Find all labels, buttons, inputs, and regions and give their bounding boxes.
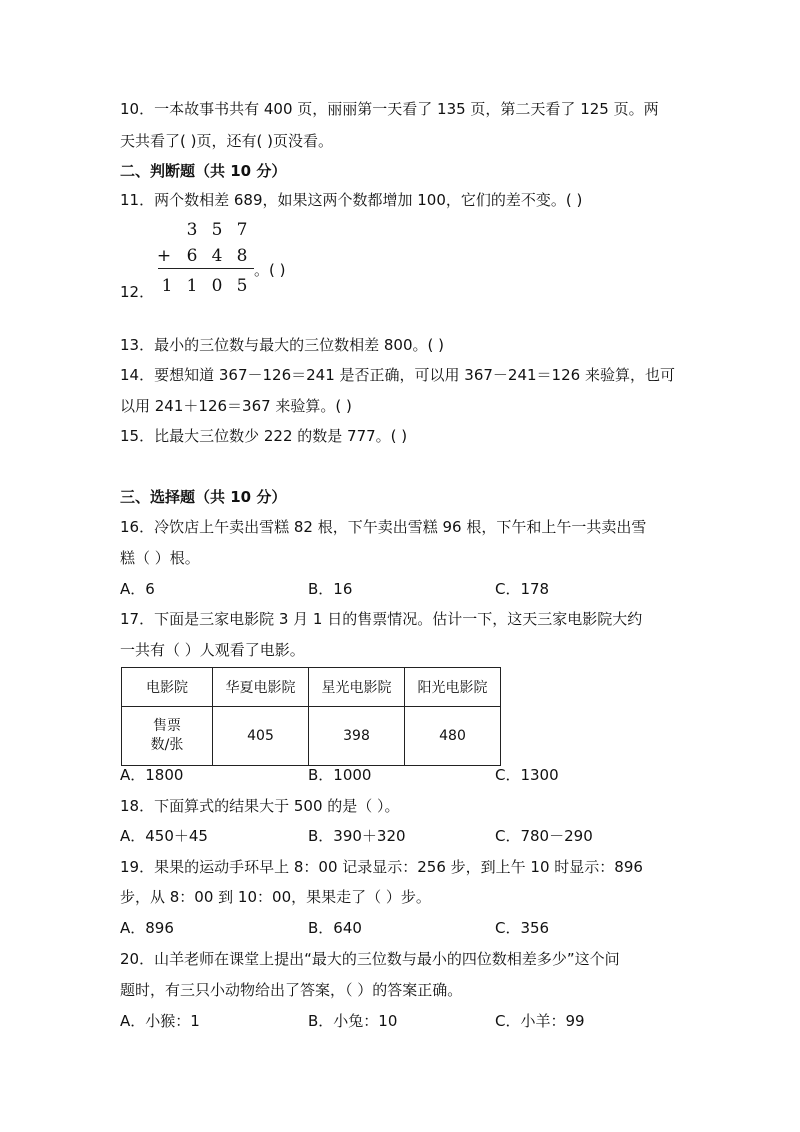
q14-line1: 14．要想知道 367－126＝241 是否正确，可以用 367－241＝126 来验算，也可 [120,366,675,384]
table-header-row [122,668,501,707]
option-c[interactable]: C．356 [495,919,550,937]
header-cell: 电影院 [122,668,213,707]
q17-line2: 一共有（ ）人观看了电影。 [120,641,305,659]
q13-text: 13．最小的三位数与最大的三位数相差 800。( ) [120,336,444,354]
option-a[interactable]: A．小猴：1 [120,1012,200,1030]
q20-options [120,1010,680,1032]
vertical-addition [152,220,262,300]
q14-line2: 以用 241＋126＝367 来验算。( ) [120,397,352,415]
digit: 3 [186,220,198,240]
row-label-line2: 数/张 [150,737,184,753]
option-b[interactable]: B．16 [308,580,353,598]
q11-text: 11．两个数相差 689，如果这两个数都增加 100，它们的差不变。( ) [120,191,583,209]
option-c[interactable]: C．780－290 [495,827,593,845]
value-cell: 405 [213,707,309,766]
option-b[interactable]: B．390＋320 [308,827,406,845]
q12-label: 12． [120,283,155,301]
ticket-sales-table [121,667,501,766]
option-b[interactable]: B．小兔：10 [308,1012,398,1030]
q19-options [120,917,680,939]
q12-answer-paren: 。( ) [254,261,286,279]
q17-line1: 17．下面是三家电影院 3 月 1 日的售票情况。估计一下，这天三家电影院大约 [120,610,643,628]
plus-sign: + [156,246,172,266]
header-cell: 阳光电影院 [405,668,501,707]
q20-line2: 题时，有三只小动物给出了答案，（ ）的答案正确。 [120,981,463,999]
q18-text: 18．下面算式的结果大于 500 的是（ ）。 [120,797,400,815]
q16-line2: 糕（ ）根。 [120,549,200,567]
option-c[interactable]: C．1300 [495,766,559,784]
value-cell: 398 [309,707,405,766]
q19-line2: 步，从 8：00 到 10：00，果果走了（ ）步。 [120,888,431,906]
option-a[interactable]: A．1800 [120,766,184,784]
q10-line2: 天共看了( )页，还有( )页没看。 [120,132,333,150]
q16-line1: 16．冷饮店上午卖出雪糕 82 根，下午卖出雪糕 96 根，下午和上午一共卖出雪 [120,518,647,536]
option-a[interactable]: A．896 [120,919,174,937]
table-row [122,707,501,766]
row-label-line1: 售票 [153,718,181,734]
option-c[interactable]: C．小羊：99 [495,1012,585,1030]
digit: 5 [236,276,248,296]
header-cell: 星光电影院 [309,668,405,707]
option-c[interactable]: C．178 [495,580,550,598]
sum-line [158,268,254,269]
digit: 7 [236,220,248,240]
digit: 6 [186,246,198,266]
digit: 8 [236,246,248,266]
option-b[interactable]: B．640 [308,919,362,937]
q20-line1: 20．山羊老师在课堂上提出“最大的三位数与最小的四位数相差多少”这个问 [120,950,620,968]
option-a[interactable]: A．450＋45 [120,827,208,845]
header-cell: 华夏电影院 [213,668,309,707]
digit: 4 [211,246,223,266]
q16-options [120,578,680,600]
digit: 1 [186,276,198,296]
row-label-cell [122,707,213,766]
q18-options [120,825,680,847]
digit: 0 [211,276,223,296]
option-a[interactable]: A．6 [120,580,155,598]
q10-line1: 10．一本故事书共有 400 页，丽丽第一天看了 135 页，第二天看了 125 页。两 [120,100,659,118]
q15-text: 15．比最大三位数少 222 的数是 777。( ) [120,427,408,445]
option-b[interactable]: B．1000 [308,766,372,784]
q17-options [120,764,680,786]
value-cell: 480 [405,707,501,766]
section2-title: 二、判断题（共 10 分） [120,162,287,180]
digit: 1 [161,276,173,296]
q19-line1: 19．果果的运动手环早上 8：00 记录显示：256 步，到上午 10 时显示：896 [120,858,643,876]
digit: 5 [211,220,223,240]
section3-title: 三、选择题（共 10 分） [120,488,287,506]
